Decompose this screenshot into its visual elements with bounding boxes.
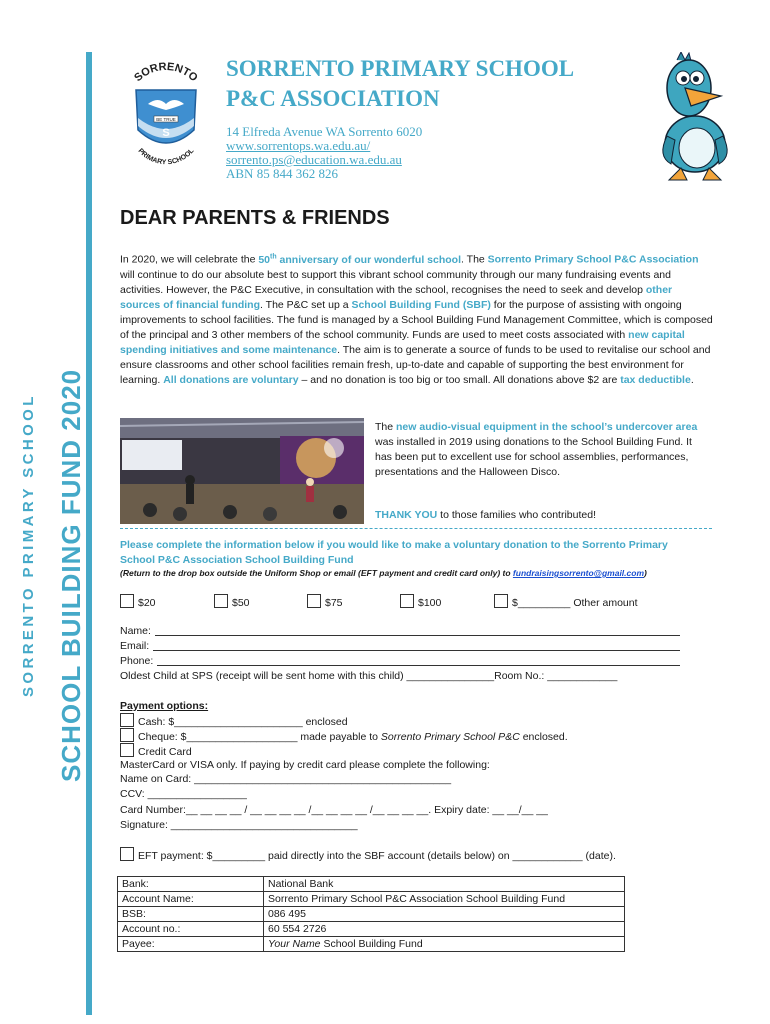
table-row: Account Name: Sorrento Primary School P&C Association School Building Fund	[118, 892, 625, 907]
amount-100-checkbox[interactable]: $100	[400, 594, 441, 611]
thank-you-line: THANK YOU to those families who contributed!	[375, 509, 596, 521]
checkbox-icon[interactable]	[400, 594, 414, 608]
email-link[interactable]: sorrento.ps@education.wa.edu.au	[226, 152, 402, 167]
ccv-field[interactable]: CCV: _________________	[120, 788, 247, 800]
table-row: Account no.: 60 554 2726	[118, 922, 625, 937]
website-link[interactable]: www.sorrentops.wa.edu.au/	[226, 138, 371, 153]
svg-text:PRIMARY SCHOOL	[136, 147, 196, 166]
school-title	[226, 54, 574, 114]
logo-letter: S	[162, 127, 170, 139]
amount-other-checkbox[interactable]: $_________ Other amount	[494, 594, 638, 611]
checkbox-icon[interactable]	[120, 847, 134, 861]
checkbox-icon[interactable]	[120, 728, 134, 742]
eft-option[interactable]: EFT payment: $_________ paid directly into the SBF account (details below) on ____________ (date).	[120, 847, 616, 864]
name-on-card-field[interactable]: Name on Card: ____________________________________________	[120, 773, 452, 785]
table-row: BSB: 086 495	[118, 907, 625, 922]
seagull-mascot-image	[655, 52, 735, 187]
checkbox-icon[interactable]	[120, 713, 134, 727]
table-row: Payee: Your Name School Building Fund	[118, 937, 625, 952]
logo-top-text: SORRENTO	[132, 60, 200, 85]
amount-20-checkbox[interactable]: $20	[120, 594, 156, 611]
amount-75-checkbox[interactable]: $75	[307, 594, 343, 611]
logo-bottom-text: PRIMARY SCHOOL	[136, 147, 196, 167]
form-intro: Please complete the information below if you would like to make a voluntary donation to the Sorrento Primary School P&C Association School Building Fund	[120, 539, 668, 566]
amount-50-checkbox[interactable]: $50	[214, 594, 250, 611]
checkbox-icon[interactable]	[214, 594, 228, 608]
credit-card-option[interactable]: Credit Card	[120, 743, 192, 760]
payment-heading: Payment options:	[120, 700, 209, 712]
side-title: SCHOOL BUILDING FUND 2020	[56, 368, 86, 782]
signature-field[interactable]: Signature: ________________________________	[120, 819, 358, 831]
bank-details-table	[117, 876, 625, 952]
fundraising-email-link[interactable]: fundraisingsorrento@gmail.com	[512, 568, 645, 578]
cash-option[interactable]: Cash: $______________________ enclosed	[120, 713, 348, 730]
school-event-photo	[120, 418, 364, 524]
highlight-anniversary: 50th anniversary of our wonderful school	[258, 253, 462, 266]
checkbox-icon[interactable]	[120, 743, 134, 757]
title-line-1: SORRENTO PRIMARY SCHOOL	[226, 56, 575, 81]
abn: ABN 85 844 362 826	[226, 166, 338, 181]
card-instructions: MasterCard or VISA only. If paying by credit card please complete the following:	[120, 759, 490, 771]
side-subtitle: SORRENTO PRIMARY SCHOOL	[20, 393, 37, 697]
logo-motto: BE TRUE	[156, 117, 176, 122]
separator	[120, 528, 712, 529]
checkbox-icon[interactable]	[307, 594, 321, 608]
title-line-2: P&C ASSOCIATION	[226, 86, 440, 111]
checkbox-icon[interactable]	[494, 594, 508, 608]
return-note: (Return to the drop box outside the Uniform Shop or email (EFT payment and credit card only) to fundraisingsorrento@gmail.com)	[120, 568, 647, 578]
intro-paragraph: In 2020, we will celebrate the 50th anniversary of our wonderful school. The Sorrento Primary School P&C Association will continue to do our absolute best to support this vibrant school community through our many fundraising events and activities. However, the P&C Executive, in consultation with the school, recognises the need to seek and develop other sources of financial funding. The P&C set up a School Building Fund (SBF) for the purpose of assisting with ongoing improvements to school facilities. The fund is managed by a School Building Fund Management Committee, which is composed of the principal and 3 other members of the school community. Funds are used to meet costs associated with new capital spending initiatives and some maintenance. The aim is to generate a source of funds to be used to revitalise our school and ensure classrooms and other school facilities remain fresh, up-to-date and capable of supporting the best environment for learning. All donations are voluntary – and no donation is too big or too small. All donations above $2 are tax deductible.	[120, 253, 713, 386]
av-paragraph: The new audio-visual equipment in the school’s undercover area was installed in 2019 using donations to the School Building Fund. It has been put to excellent use for school assemblies, performances, presentations and the Halloween Disco.	[375, 421, 698, 478]
email-field[interactable]: Email:	[120, 639, 680, 654]
svg-text:SORRENTO	[132, 61, 200, 85]
phone-field[interactable]: Phone:	[120, 654, 680, 669]
page-heading: DEAR PARENTS & FRIENDS	[120, 207, 390, 229]
school-logo	[118, 60, 213, 170]
name-field[interactable]: Name:	[120, 624, 680, 639]
card-number-field[interactable]: Card Number:__ __ __ __ / __ __ __ __ /__ __ __ __ /__ __ __ __. Expiry date: __ __/__ __	[120, 804, 548, 816]
oldest-child-field[interactable]: Oldest Child at SPS (receipt will be sent home with this child) _______________Room No.: ____________	[120, 670, 618, 682]
address: 14 Elfreda Avenue WA Sorrento 6020	[226, 124, 423, 139]
checkbox-icon[interactable]	[120, 594, 134, 608]
cheque-option[interactable]: Cheque: $___________________ made payable to Sorrento Primary School P&C enclosed.	[120, 728, 568, 745]
table-row: Bank: National Bank	[118, 877, 625, 892]
